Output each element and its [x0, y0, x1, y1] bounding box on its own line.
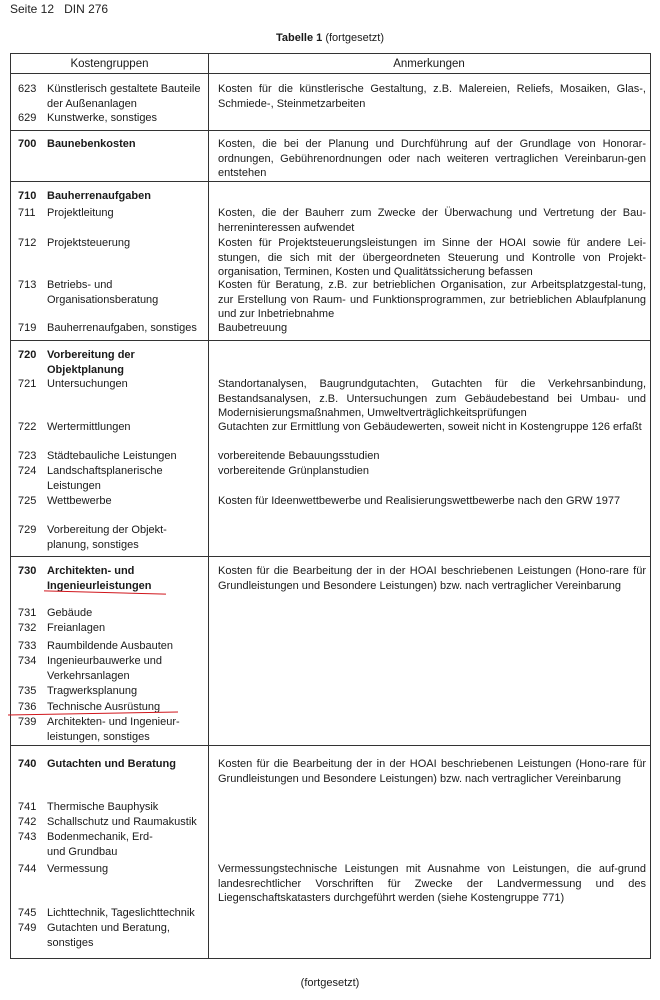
cost-code: 731 [18, 607, 37, 619]
cost-label: Bodenmechanik, Erd- und Grundbau [47, 831, 153, 858]
cost-note: Baubetreuung [218, 322, 288, 334]
cost-code: 723 [18, 450, 37, 462]
cost-code: 745 [18, 907, 37, 919]
cost-label: Landschaftsplanerische Leistungen [47, 465, 163, 492]
cost-note: vorbereitende Bebauungsstudien [218, 450, 380, 462]
section-divider [11, 181, 650, 182]
column-header-kostengruppen: Kostengruppen [11, 54, 208, 74]
cost-label: Architekten- und Ingenieurleistungen [47, 565, 152, 592]
cost-label: Vorbereitung der Objekt-planung, sonstiges [47, 524, 167, 551]
section-divider [11, 745, 650, 746]
cost-label: Untersuchungen [47, 378, 128, 390]
cost-label: Schallschutz und Raumakustik [47, 816, 197, 828]
table-title: Tabelle 1 [275, 32, 323, 44]
table-caption [0, 32, 660, 44]
cost-note: Kosten für die Bearbeitung der in der HOAI beschriebenen Leistungen (Hono-rare für Grundleistungen und Besondere Leistungen) bzw. nach vertraglicher Vereinbarung [218, 565, 646, 592]
cost-note: Kosten für Projektsteuerungsleistungen im Sinne der HOAI sowie für andere Lei-stungen, die sich mit der übergeordneten Steuerung und Kontrolle von Projekt-organisation, Terminen, Kosten und Qualitätssicherung befassen [218, 237, 646, 278]
cost-note: Vermessungstechnische Leistungen mit Ausnahme von Leistungen, die auf-grund landesrechtlicher Vorschriften für Zwecke der Landvermessung und des Liegenschaftskatasters durchgeführt werden (siehe Kostengruppe 771) [218, 863, 646, 904]
cost-code: 736 [18, 701, 37, 713]
cost-code: 710 [18, 190, 37, 202]
cost-label: Gutachten und Beratung, sonstiges [47, 922, 170, 949]
cost-label: Vermessung [47, 863, 109, 875]
cost-label: Tragwerksplanung [47, 685, 138, 697]
table-caption-suffix: (fortgesetzt) [325, 32, 384, 44]
cost-label: Bauherrenaufgaben [47, 190, 151, 202]
cost-note: Kosten, die bei der Planung und Durchführung auf der Grundlage von Honorar-ordnungen, Gebührenordnungen oder nach weiteren vertraglichen Vereinbarun-gen entstehen [218, 138, 646, 179]
cost-code: 735 [18, 685, 37, 697]
cost-code: 724 [18, 465, 37, 477]
cost-code: 713 [18, 279, 37, 291]
cost-code: 733 [18, 640, 37, 652]
cost-code: 711 [18, 207, 36, 219]
page-header [10, 2, 108, 16]
cost-label: Künstlerisch gestaltete Bauteile der Außenanlagen [47, 83, 201, 110]
section-divider [11, 556, 650, 557]
cost-code: 712 [18, 237, 37, 249]
cost-label: Raumbildende Ausbauten [47, 640, 173, 652]
cost-code: 739 [18, 716, 37, 728]
cost-label: Gebäude [47, 607, 93, 619]
section-divider [11, 130, 650, 131]
cost-label: Wettbewerbe [47, 495, 112, 507]
cost-note: Kosten für Beratung, z.B. zur betrieblichen Organisation, zur Arbeitsplatzgestal-tung, zur Erstellung von Raum- und Funktionsprogrammen, zur betrieblichen Ablaufplanung und zur Inbetriebnahme [218, 279, 646, 320]
cost-code: 749 [18, 922, 37, 934]
cost-code: 742 [18, 816, 37, 828]
cost-label: Projektleitung [47, 207, 114, 219]
cost-table [10, 53, 651, 959]
cost-code: 730 [18, 565, 37, 577]
cost-code: 623 [18, 83, 37, 95]
cost-label: Bauherrenaufgaben, sonstiges [47, 322, 197, 334]
cost-code: 734 [18, 655, 37, 667]
cost-note: Standortanalysen, Baugrundgutachten, Gutachten für die Verkehrsanbindung, Bestandsanalysen, z.B. Untersuchungen zum Gebäudebestand bei Umbau- und Modernisierungsmaßnahmen, Umweltverträglichkeitsprüfungen [218, 378, 646, 419]
cost-code: 719 [18, 322, 37, 334]
column-divider [208, 54, 209, 958]
section-divider [11, 340, 650, 341]
cost-label: Ingenieurbauwerke und Verkehrsanlagen [47, 655, 162, 682]
cost-code: 744 [18, 863, 37, 875]
cost-code: 629 [18, 112, 37, 124]
cost-code: 729 [18, 524, 37, 536]
cost-code: 740 [18, 758, 37, 770]
cost-code: 743 [18, 831, 37, 843]
cost-note: Kosten für die künstlerische Gestaltung, z.B. Malereien, Reliefs, Mosaiken, Glas-, Schmiede-, Steinmetzarbeiten [218, 83, 646, 110]
cost-code: 741 [18, 801, 37, 813]
cost-label: Technische Ausrüstung [47, 701, 161, 713]
column-header-anmerkungen: Anmerkungen [208, 54, 650, 74]
cost-code: 700 [18, 138, 37, 150]
cost-label: Thermische Bauphysik [47, 801, 159, 813]
cost-label: Baunebenkosten [47, 138, 136, 150]
cost-label: Städtebauliche Leistungen [47, 450, 177, 462]
cost-label: Vorbereitung der Objektplanung [47, 349, 135, 376]
standard-id: DIN 276 [64, 2, 109, 16]
cost-label: Wertermittlungen [47, 421, 131, 433]
cost-code: 722 [18, 421, 37, 433]
cost-label: Freianlagen [47, 622, 106, 634]
cost-code: 720 [18, 349, 37, 361]
cost-label: Architekten- und Ingenieur-leistungen, sonstiges [47, 716, 180, 743]
cost-code: 725 [18, 495, 37, 507]
cost-label: Kunstwerke, sonstiges [47, 112, 158, 124]
cost-code: 732 [18, 622, 37, 634]
cost-note: Kosten für die Bearbeitung der in der HOAI beschriebenen Leistungen (Hono-rare für Grundleistungen und Besondere Leistungen) bzw. nach vertraglicher Vereinbarung [218, 758, 646, 785]
cost-note: Kosten, die der Bauherr zum Zwecke der Überwachung und Vertretung der Bau-herreninteressen aufwendet [218, 207, 646, 234]
cost-label: Lichttechnik, Tageslichttechnik [47, 907, 195, 919]
cost-label: Projektsteuerung [47, 237, 131, 249]
cost-code: 721 [18, 378, 37, 390]
page-footer: (fortgesetzt) [300, 977, 360, 989]
cost-note: Gutachten zur Ermittlung von Gebäudewerten, soweit nicht in Kostengruppe 126 erfaßt [218, 421, 642, 433]
cost-note: Kosten für Ideenwettbewerbe und Realisierungswettbewerbe nach den GRW 1977 [218, 495, 621, 507]
cost-note: vorbereitende Grünplanstudien [218, 465, 370, 477]
cost-label: Gutachten und Beratung [47, 758, 176, 770]
cost-label: Betriebs- und Organisationsberatung [47, 279, 159, 306]
page-number: Seite 12 [10, 2, 55, 16]
